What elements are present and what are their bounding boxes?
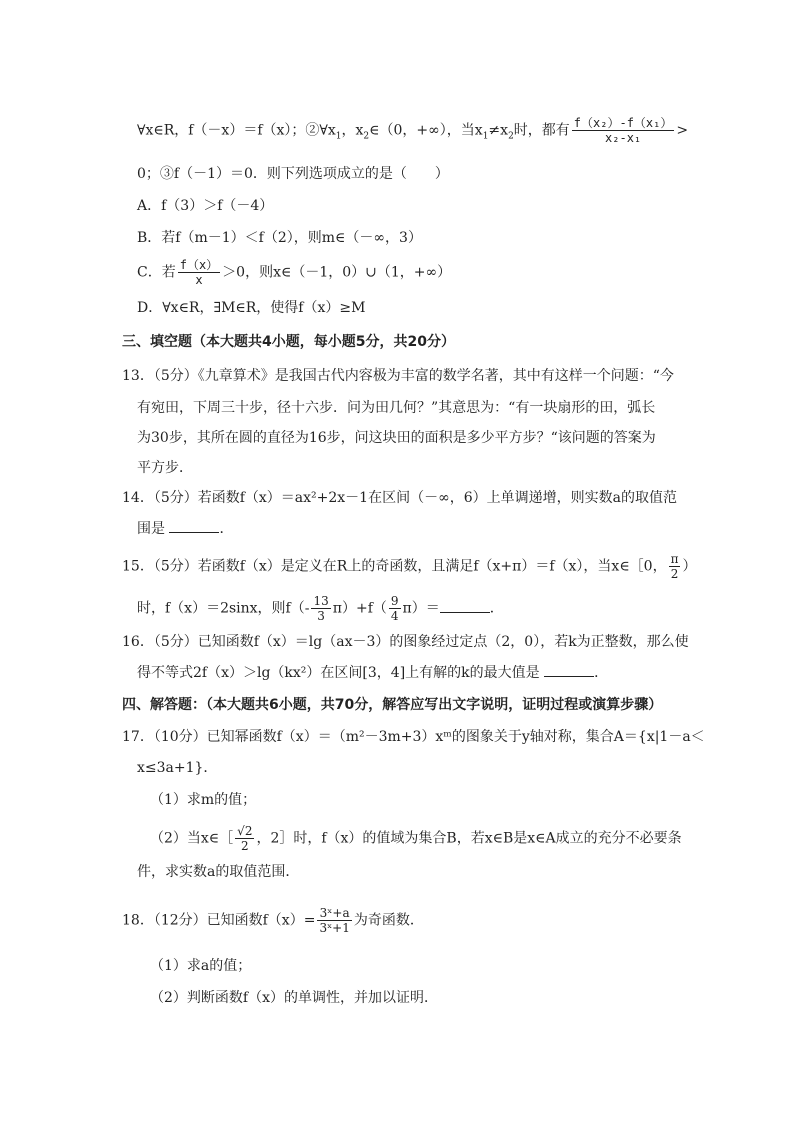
q17-sub-2: （2）当x∈［ $\frac{√2}{2}$ ，2］时，f（x）的值域为集合B，若x∈B是x∈A成立的充分不必要条: [150, 824, 682, 853]
q17-line-2: x≤3a+1}．: [137, 760, 218, 776]
q17-line-1: 17．（10分）已知幂函数f（x）＝（m²－3m+3）xᵐ的图象关于y轴对称，集合A＝{x|1－a＜: [122, 729, 705, 745]
option-c-fraction: $\frac{f(x)}{x}$: [179, 258, 219, 287]
q12-option-b: B．若f（m－1）＜f（2），则m∈（－∞，3）: [137, 230, 422, 246]
q12-option-c: C．若 $\frac{f(x)}{x}$ ＞0，则x∈（－1，0）∪（1，+∞）: [137, 258, 452, 287]
q15-line-1: 15．（5分）若函数f（x）是定义在R上的奇函数，且满足f（x+π）＝f（x），当x∈［0， $\frac{\pi}{2}$ ）: [122, 552, 697, 581]
q12-condition-line: ∀x∈R，f（－x）＝f（x）；$②\forall x_1$，$x_2\in(0$，+∞），当$x_1\ne x_2$时，都有 $\frac{\text{f（x₂）-f（x₁）}}{\text{x₂-x₁}}$ >: [137, 116, 689, 145]
function-fraction: $\frac{\text{3ˣ+a}}{\text{3ˣ+1}}$: [319, 906, 350, 935]
q14-line-1: 14．（5分）若函数f（x）＝ax²+2x－1在区间（－∞，6）上单调递增，则实数a的取值范: [122, 490, 678, 506]
q15-line-2: 时，f（x）＝2sinx，则f（- $\frac{13}{3}$ π）+f（ $\frac{9}{4}$ π）＝ ．: [137, 594, 504, 623]
answer-blank: [544, 664, 594, 677]
pi-over-2-fraction: $\frac{\pi}{2}$: [670, 552, 679, 581]
section-solution-heading: 四、解答题：（本大题共6小题，共70分，解答应写出文字说明，证明过程或演算步骤）: [122, 697, 663, 713]
q18-line-1: 18．（12分）已知函数f（x）= $\frac{\text{3ˣ+a}}{\text{3ˣ+1}}$ 为奇函数．: [122, 906, 424, 935]
q13-line-4: 平方步．: [137, 460, 193, 476]
q14-line-2: 围是 ．: [137, 521, 234, 537]
q16-line-2: 得不等式2f（x）＞lg（kx²）在区间[3，4]上有解的k的最大值是 ．: [137, 665, 609, 681]
q18-sub-1: （1）求a的值；: [150, 958, 252, 974]
q13-line-2: 有宛田，下周三十步，径十六步．问为田几何？”其意思为：“有一块扇形的田，弧长: [137, 400, 656, 416]
q12-stem-end: 0；③f（－1）＝0．则下列选项成立的是（ ）: [137, 166, 449, 182]
q17-line-3: 件，求实数a的取值范围．: [137, 864, 300, 880]
q18-sub-2: （2）判断函数f（x）的单调性，并加以证明．: [150, 990, 438, 1006]
q13-line-1: 13．（5分）《九章算术》是我国古代内容极为丰富的数学名著，其中有这样一个问题：“今: [122, 368, 674, 384]
q13-line-3: 为30步，其所在圆的直径为16步，问这块田的面积是多少平方步？“该问题的答案为: [137, 430, 656, 446]
q16-line-1: 16．（5分）已知函数f（x）＝lg（ax－3）的图象经过定点（2，0），若k为正整数，那么使: [122, 634, 689, 650]
sqrt2-over-2-fraction: $\frac{√2}{2}$: [237, 824, 253, 853]
answer-blank: [169, 520, 219, 533]
q12-option-d: D．∀x∈R，∃M∈R，使得f（x）≥M: [137, 300, 366, 316]
section-fill-in-heading: 三、填空题（本大题共4小题，每小题5分，共20分）: [122, 334, 455, 350]
q17-sub-1: （1）求m的值；: [150, 792, 257, 808]
difference-quotient-fraction: $\frac{\text{f（x₂）-f（x₁）}}{\text{x₂-x₁}}$: [573, 116, 673, 145]
answer-blank: [440, 600, 490, 613]
nine-fourths-fraction: $\frac{9}{4}$: [390, 594, 399, 623]
thirteen-thirds-fraction: $\frac{13}{3}$: [313, 594, 329, 623]
q12-option-a: A．f（3）＞f（－4）: [137, 198, 274, 214]
